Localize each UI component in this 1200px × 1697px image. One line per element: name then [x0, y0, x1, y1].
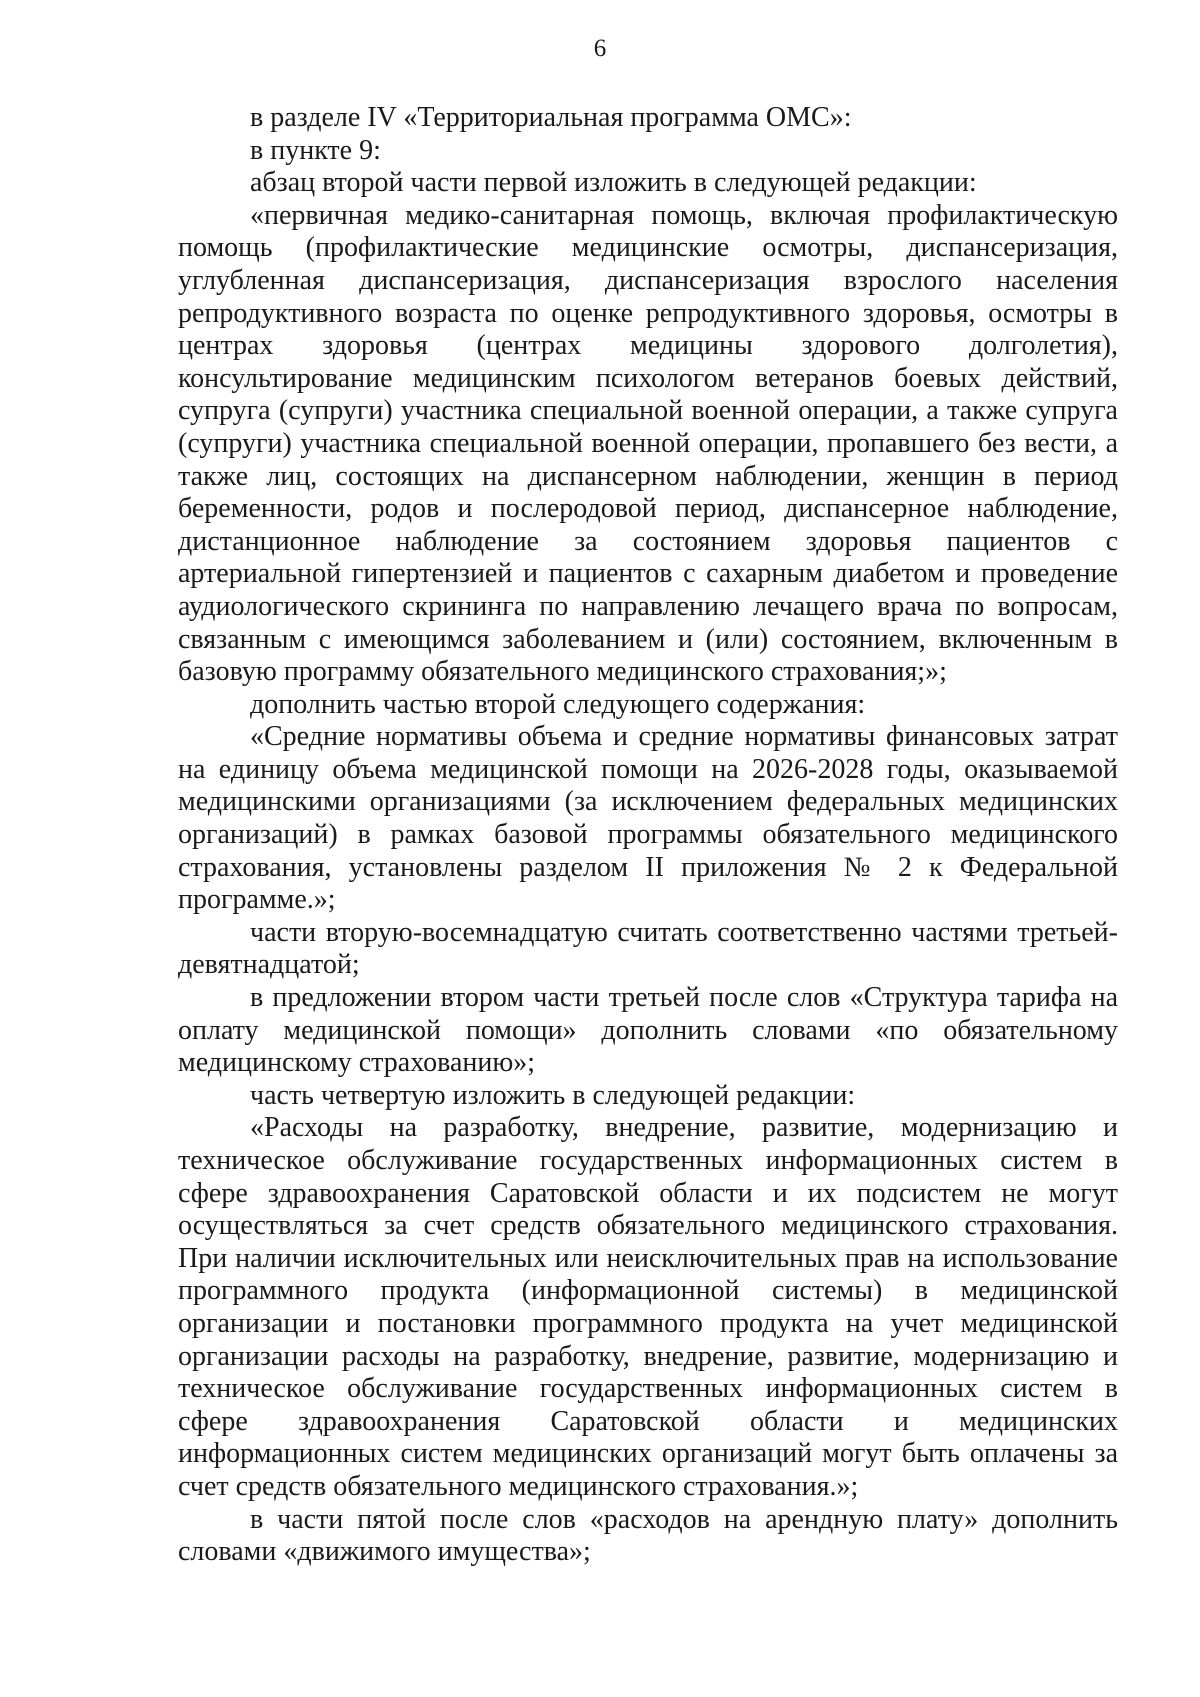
document-body	[178, 102, 1118, 1569]
paragraph-item-9: в пункте 9:	[250, 134, 381, 166]
paragraph-part-one-intro: абзац второй части первой изложить в следующей редакции:	[250, 167, 977, 199]
paragraph-expenses-quote: «Расходы на разработку, внедрение, развитие, модернизацию и техническое обслуживание государственных информационных систем в сфере здравоохранения Саратовской области и их подсистем не могут осуществляться за счет средств обязательного медицинского страхования. При наличии исключительных или неисключительных прав на использование программного продукта (информационной системы) в медицинской организации и постановки программного продукта на учет медицинской организации расходы на разработку, внедрение, развитие, модернизацию и техническое обслуживание государственных информационных систем в сфере здравоохранения Саратовской области и медицинских информационных систем медицинских организаций могут быть оплачены за счет средств обязательного медицинского страхования.»;	[178, 1112, 1118, 1502]
paragraph-add-part-two: дополнить частью второй следующего содержания:	[250, 688, 866, 720]
paragraph-tariff-structure: в предложении втором части третьей после слов «Структура тарифа на оплату медицинской помощи» дополнить словами «по обязательному медицинскому страхованию»;	[178, 982, 1118, 1079]
paragraph-section-iv: в разделе IV «Территориальная программа ОМС»:	[250, 102, 852, 133]
page-number: 6	[593, 35, 607, 62]
paragraph-part-four-intro: часть четвертую изложить в следующей редакции:	[250, 1079, 856, 1111]
paragraph-renumber-parts: части вторую-восемнадцатую считать соответственно частями третьей-девятнадцатой;	[178, 916, 1118, 981]
paragraph-part-five: в части пятой после слов «расходов на арендную плату» дополнить словами «движимого имущества»;	[178, 1503, 1118, 1568]
paragraph-average-norms-quote: «Средние нормативы объема и средние нормативы финансовых затрат на единицу объема медицинской помощи на 2026-2028 годы, оказываемой медицинскими организациями (за исключением федеральных медицинских организаций) в рамках базовой программы обязательного медицинского страхования, установлены разделом II приложения № 2 к Федеральной программе.»;	[178, 721, 1118, 916]
paragraph-primary-care-quote: «первичная медико-санитарная помощь, включая профилактическую помощь (профилактические медицинские осмотры, диспансеризация, углубленная диспансеризация, диспансеризация взрослого населения репродуктивного возраста по оценке репродуктивного здоровья, осмотры в центрах здоровья (центрах медицины здорового долголетия), консультирование медицинским психологом ветеранов боевых действий, супруга (супруги) участника специальной военной операции, а также супруга (супруги) участника специальной военной операции, пропавшего без вести, а также лиц, состоящих на диспансерном наблюдении, женщин в период беременности, родов и послеродовой период, диспансерное наблюдение, дистанционное наблюдение за состоянием здоровья пациентов с артериальной гипертензией и пациентов с сахарным диабетом и проведение аудиологического скрининга по направлению лечащего врача по вопросам, связанным с имеющимся заболеванием и (или) состоянием, включенным в базовую программу обязательного медицинского страхования;»;	[178, 199, 1118, 688]
